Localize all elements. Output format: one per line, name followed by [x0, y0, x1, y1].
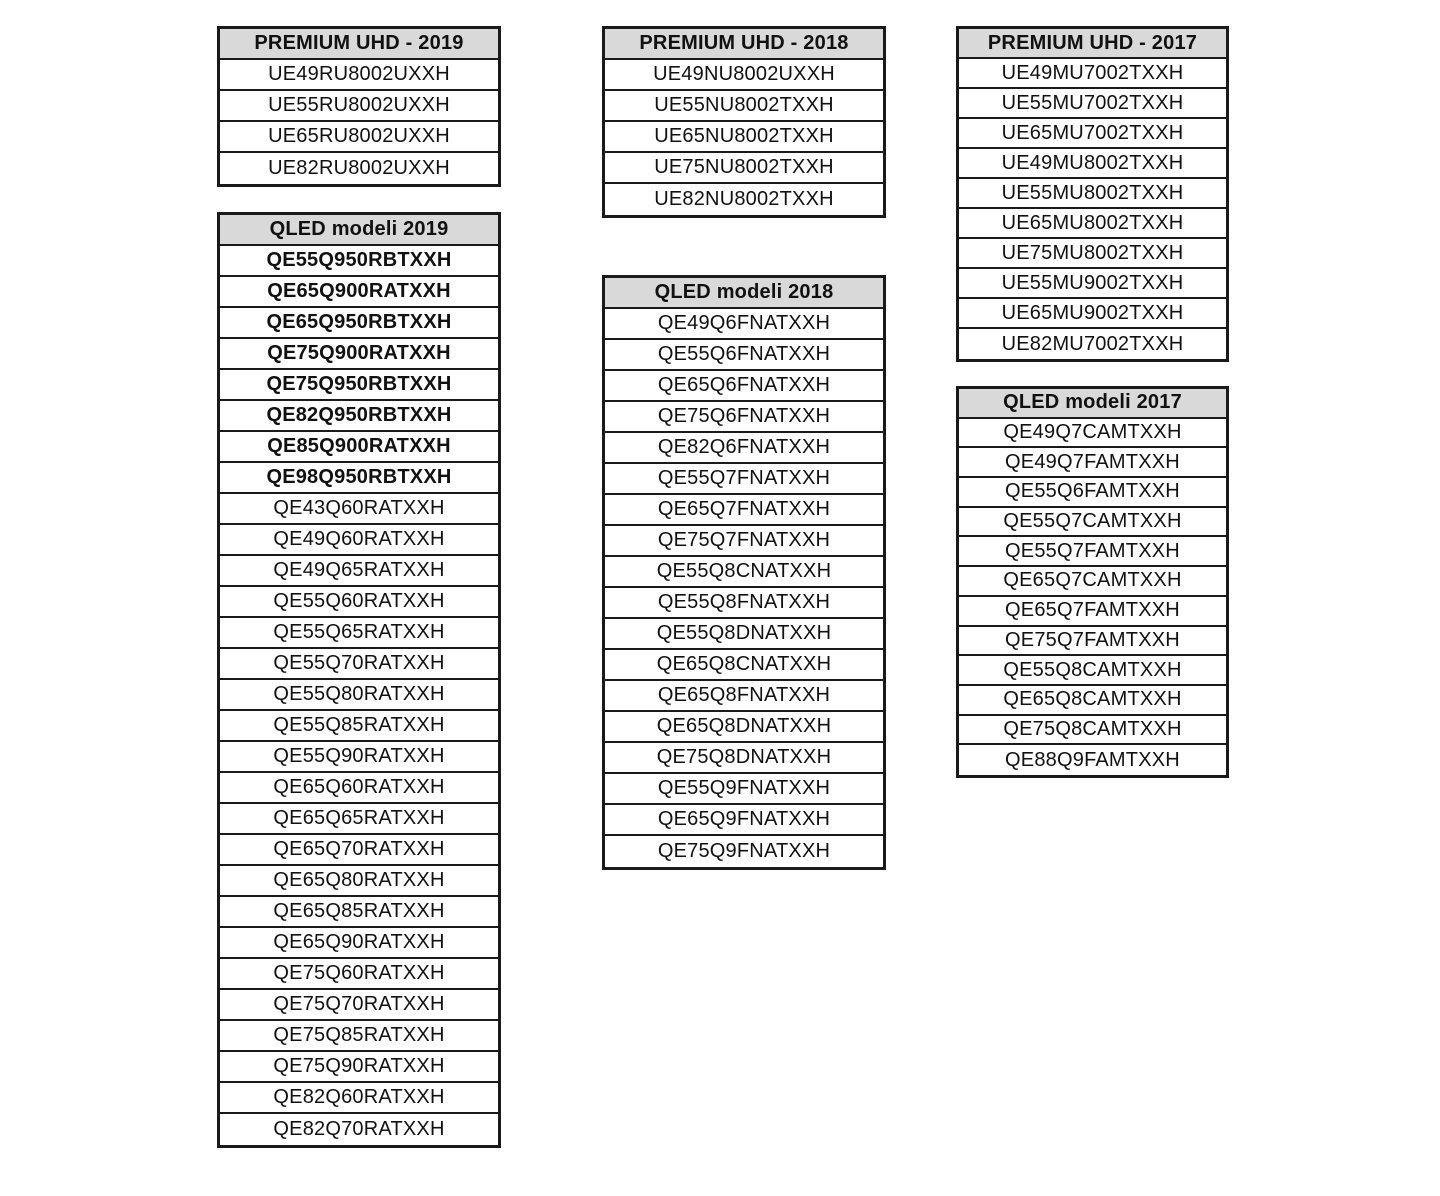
model-row: UE55MU9002TXXH: [959, 269, 1226, 299]
model-row: QE65Q8FNATXXH: [605, 681, 883, 712]
model-row: QE82Q70RATXXH: [273, 1118, 445, 1140]
model-row: QE65Q7FAMTXXH: [959, 597, 1226, 627]
model-row: QE75Q8CAMTXXH: [959, 716, 1226, 746]
model-row: UE55MU7002TXXH: [959, 89, 1226, 119]
model-row: QE75Q7FNATXXH: [605, 526, 883, 557]
table-header: PREMIUM UHD - 2017: [959, 29, 1226, 59]
model-row: QE65Q950RBTXXH: [220, 308, 498, 339]
model-row: QE55Q950RBTXXH: [220, 246, 498, 277]
model-row: UE82NU8002TXXH: [654, 188, 834, 210]
model-row: QE55Q6FNATXXH: [605, 340, 883, 371]
model-row: QE65Q85RATXXH: [220, 897, 498, 928]
model-row: QE75Q70RATXXH: [220, 990, 498, 1021]
model-row: UE75NU8002TXXH: [605, 153, 883, 184]
premium-uhd-2019-table: [217, 26, 501, 187]
model-row: QE55Q8FNATXXH: [605, 588, 883, 619]
model-row: QE65Q65RATXXH: [220, 804, 498, 835]
qled-2018-table: [602, 275, 886, 870]
model-row: QE65Q8CNATXXH: [605, 650, 883, 681]
model-row: QE75Q950RBTXXH: [220, 370, 498, 401]
model-row: QE49Q60RATXXH: [220, 525, 498, 556]
model-row: QE75Q8DNATXXH: [605, 743, 883, 774]
model-row: QE49Q7CAMTXXH: [959, 419, 1226, 449]
model-row: QE65Q70RATXXH: [220, 835, 498, 866]
model-row: UE82MU7002TXXH: [1001, 332, 1184, 355]
table-header: PREMIUM UHD - 2018: [605, 29, 883, 60]
model-row: QE75Q9FNATXXH: [657, 840, 831, 862]
model-row: QE55Q60RATXXH: [220, 587, 498, 618]
model-row: UE49RU8002UXXH: [220, 60, 498, 91]
model-row: QE65Q90RATXXH: [220, 928, 498, 959]
model-row: QE75Q900RATXXH: [220, 339, 498, 370]
model-row: QE55Q9FNATXXH: [605, 774, 883, 805]
model-row: QE49Q7FAMTXXH: [959, 448, 1226, 478]
model-row: QE65Q8DNATXXH: [605, 712, 883, 743]
model-row: QE82Q60RATXXH: [220, 1083, 498, 1114]
model-row: QE55Q8DNATXXH: [605, 619, 883, 650]
model-row: UE55NU8002TXXH: [605, 91, 883, 122]
model-row: QE43Q60RATXXH: [220, 494, 498, 525]
table-header: PREMIUM UHD - 2019: [220, 29, 498, 60]
model-row: QE55Q8CAMTXXH: [959, 656, 1226, 686]
model-row: QE75Q90RATXXH: [220, 1052, 498, 1083]
model-row: QE65Q60RATXXH: [220, 773, 498, 804]
model-row: QE65Q6FNATXXH: [605, 371, 883, 402]
model-row: QE98Q950RBTXXH: [220, 463, 498, 494]
model-row: QE55Q85RATXXH: [220, 711, 498, 742]
model-row: UE65MU9002TXXH: [959, 299, 1226, 329]
model-row: UE65NU8002TXXH: [605, 122, 883, 153]
model-row: UE75MU8002TXXH: [959, 239, 1226, 269]
model-row: UE55RU8002UXXH: [220, 91, 498, 122]
model-row: QE65Q7CAMTXXH: [959, 567, 1226, 597]
model-row: UE65MU8002TXXH: [959, 209, 1226, 239]
model-row: QE75Q85RATXXH: [220, 1021, 498, 1052]
model-row: QE82Q6FNATXXH: [605, 433, 883, 464]
model-row: QE55Q90RATXXH: [220, 742, 498, 773]
model-row: QE85Q900RATXXH: [220, 432, 498, 463]
model-row: QE75Q60RATXXH: [220, 959, 498, 990]
model-row: QE49Q65RATXXH: [220, 556, 498, 587]
model-row: QE65Q80RATXXH: [220, 866, 498, 897]
premium-uhd-2018-table: [602, 26, 886, 218]
model-row: UE49NU8002UXXH: [605, 60, 883, 91]
qled-2017-table: [956, 386, 1229, 778]
model-row: QE65Q900RATXXH: [220, 277, 498, 308]
model-row: QE82Q950RBTXXH: [220, 401, 498, 432]
model-row: QE55Q7FAMTXXH: [959, 537, 1226, 567]
table-header: QLED modeli 2018: [605, 278, 883, 309]
qled-2019-table: [217, 212, 501, 1148]
model-row: QE55Q65RATXXH: [220, 618, 498, 649]
model-row: QE65Q8CAMTXXH: [959, 686, 1226, 716]
model-row: QE55Q70RATXXH: [220, 649, 498, 680]
model-row: UE49MU8002TXXH: [959, 149, 1226, 179]
model-row: QE88Q9FAMTXXH: [1005, 748, 1180, 771]
model-row: QE55Q80RATXXH: [220, 680, 498, 711]
model-row: UE49MU7002TXXH: [959, 59, 1226, 89]
model-row: QE65Q9FNATXXH: [605, 805, 883, 836]
model-row: QE75Q6FNATXXH: [605, 402, 883, 433]
model-row: QE65Q7FNATXXH: [605, 495, 883, 526]
model-row: UE65MU7002TXXH: [959, 119, 1226, 149]
model-row: QE55Q6FAMTXXH: [959, 478, 1226, 508]
table-header: QLED modeli 2017: [959, 389, 1226, 419]
model-row: UE65RU8002UXXH: [220, 122, 498, 153]
model-row: QE49Q6FNATXXH: [605, 309, 883, 340]
model-row: QE55Q8CNATXXH: [605, 557, 883, 588]
premium-uhd-2017-table: [956, 26, 1229, 362]
model-row: UE82RU8002UXXH: [268, 157, 450, 179]
table-header: QLED modeli 2019: [220, 215, 498, 246]
model-row: QE75Q7FAMTXXH: [959, 627, 1226, 657]
model-row: UE55MU8002TXXH: [959, 179, 1226, 209]
model-row: QE55Q7CAMTXXH: [959, 508, 1226, 538]
model-row: QE55Q7FNATXXH: [605, 464, 883, 495]
